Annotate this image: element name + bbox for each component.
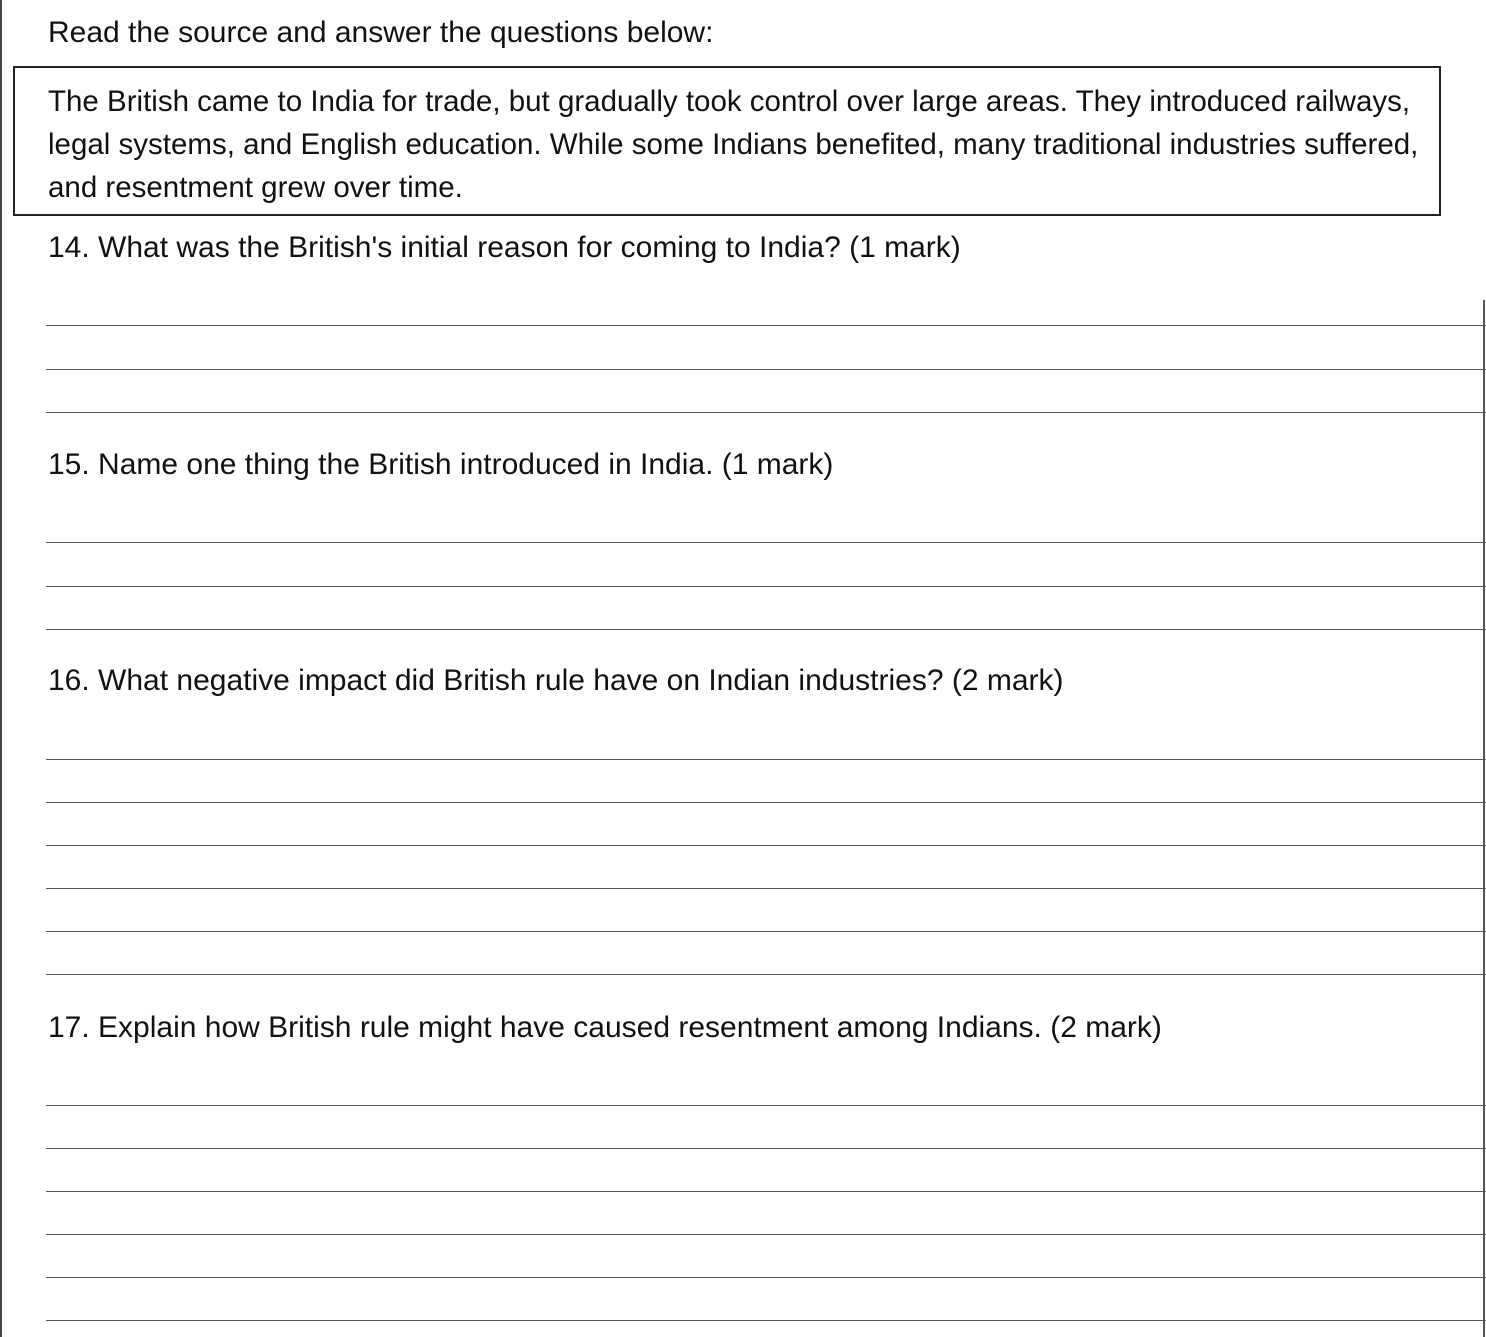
answer-line-q15-1[interactable] [46,542,1486,543]
answer-line-q16-3[interactable] [46,845,1486,846]
question-17: 17. Explain how British rule might have caused resentment among Indians. (2 mark) [48,1011,1162,1044]
answer-line-q14-1[interactable] [46,325,1486,326]
answer-line-q14-3[interactable] [46,412,1486,413]
answer-line-q16-6[interactable] [46,974,1486,975]
question-15: 15. Name one thing the British introduced in India. (1 mark) [48,448,834,481]
page-right-border [1483,300,1485,1337]
question-14: 14. What was the British's initial reason for coming to India? (1 mark) [48,231,961,264]
answer-line-q16-4[interactable] [46,888,1486,889]
answer-line-q17-3[interactable] [46,1191,1486,1192]
instruction-text: Read the source and answer the questions below: [48,16,714,49]
source-box [13,66,1441,216]
source-text: The British came to India for trade, but gradually took control over large areas. They introduced railways, legal systems, and English education. While some Indians benefited, many traditional industries suffered, and resentment grew over time. [48,85,1419,204]
answer-line-q17-4[interactable] [46,1234,1486,1235]
answer-line-q16-2[interactable] [46,802,1486,803]
answer-line-q15-3[interactable] [46,629,1486,630]
answer-line-q17-6[interactable] [46,1320,1486,1321]
answer-line-q14-2[interactable] [46,369,1486,370]
answer-line-q16-1[interactable] [46,759,1486,760]
question-16: 16. What negative impact did British rule have on Indian industries? (2 mark) [48,664,1064,697]
answer-line-q17-2[interactable] [46,1148,1486,1149]
answer-line-q15-2[interactable] [46,586,1486,587]
answer-line-q17-5[interactable] [46,1277,1486,1278]
answer-line-q16-5[interactable] [46,931,1486,932]
answer-line-q17-1[interactable] [46,1105,1486,1106]
page-left-border [0,0,2,1337]
